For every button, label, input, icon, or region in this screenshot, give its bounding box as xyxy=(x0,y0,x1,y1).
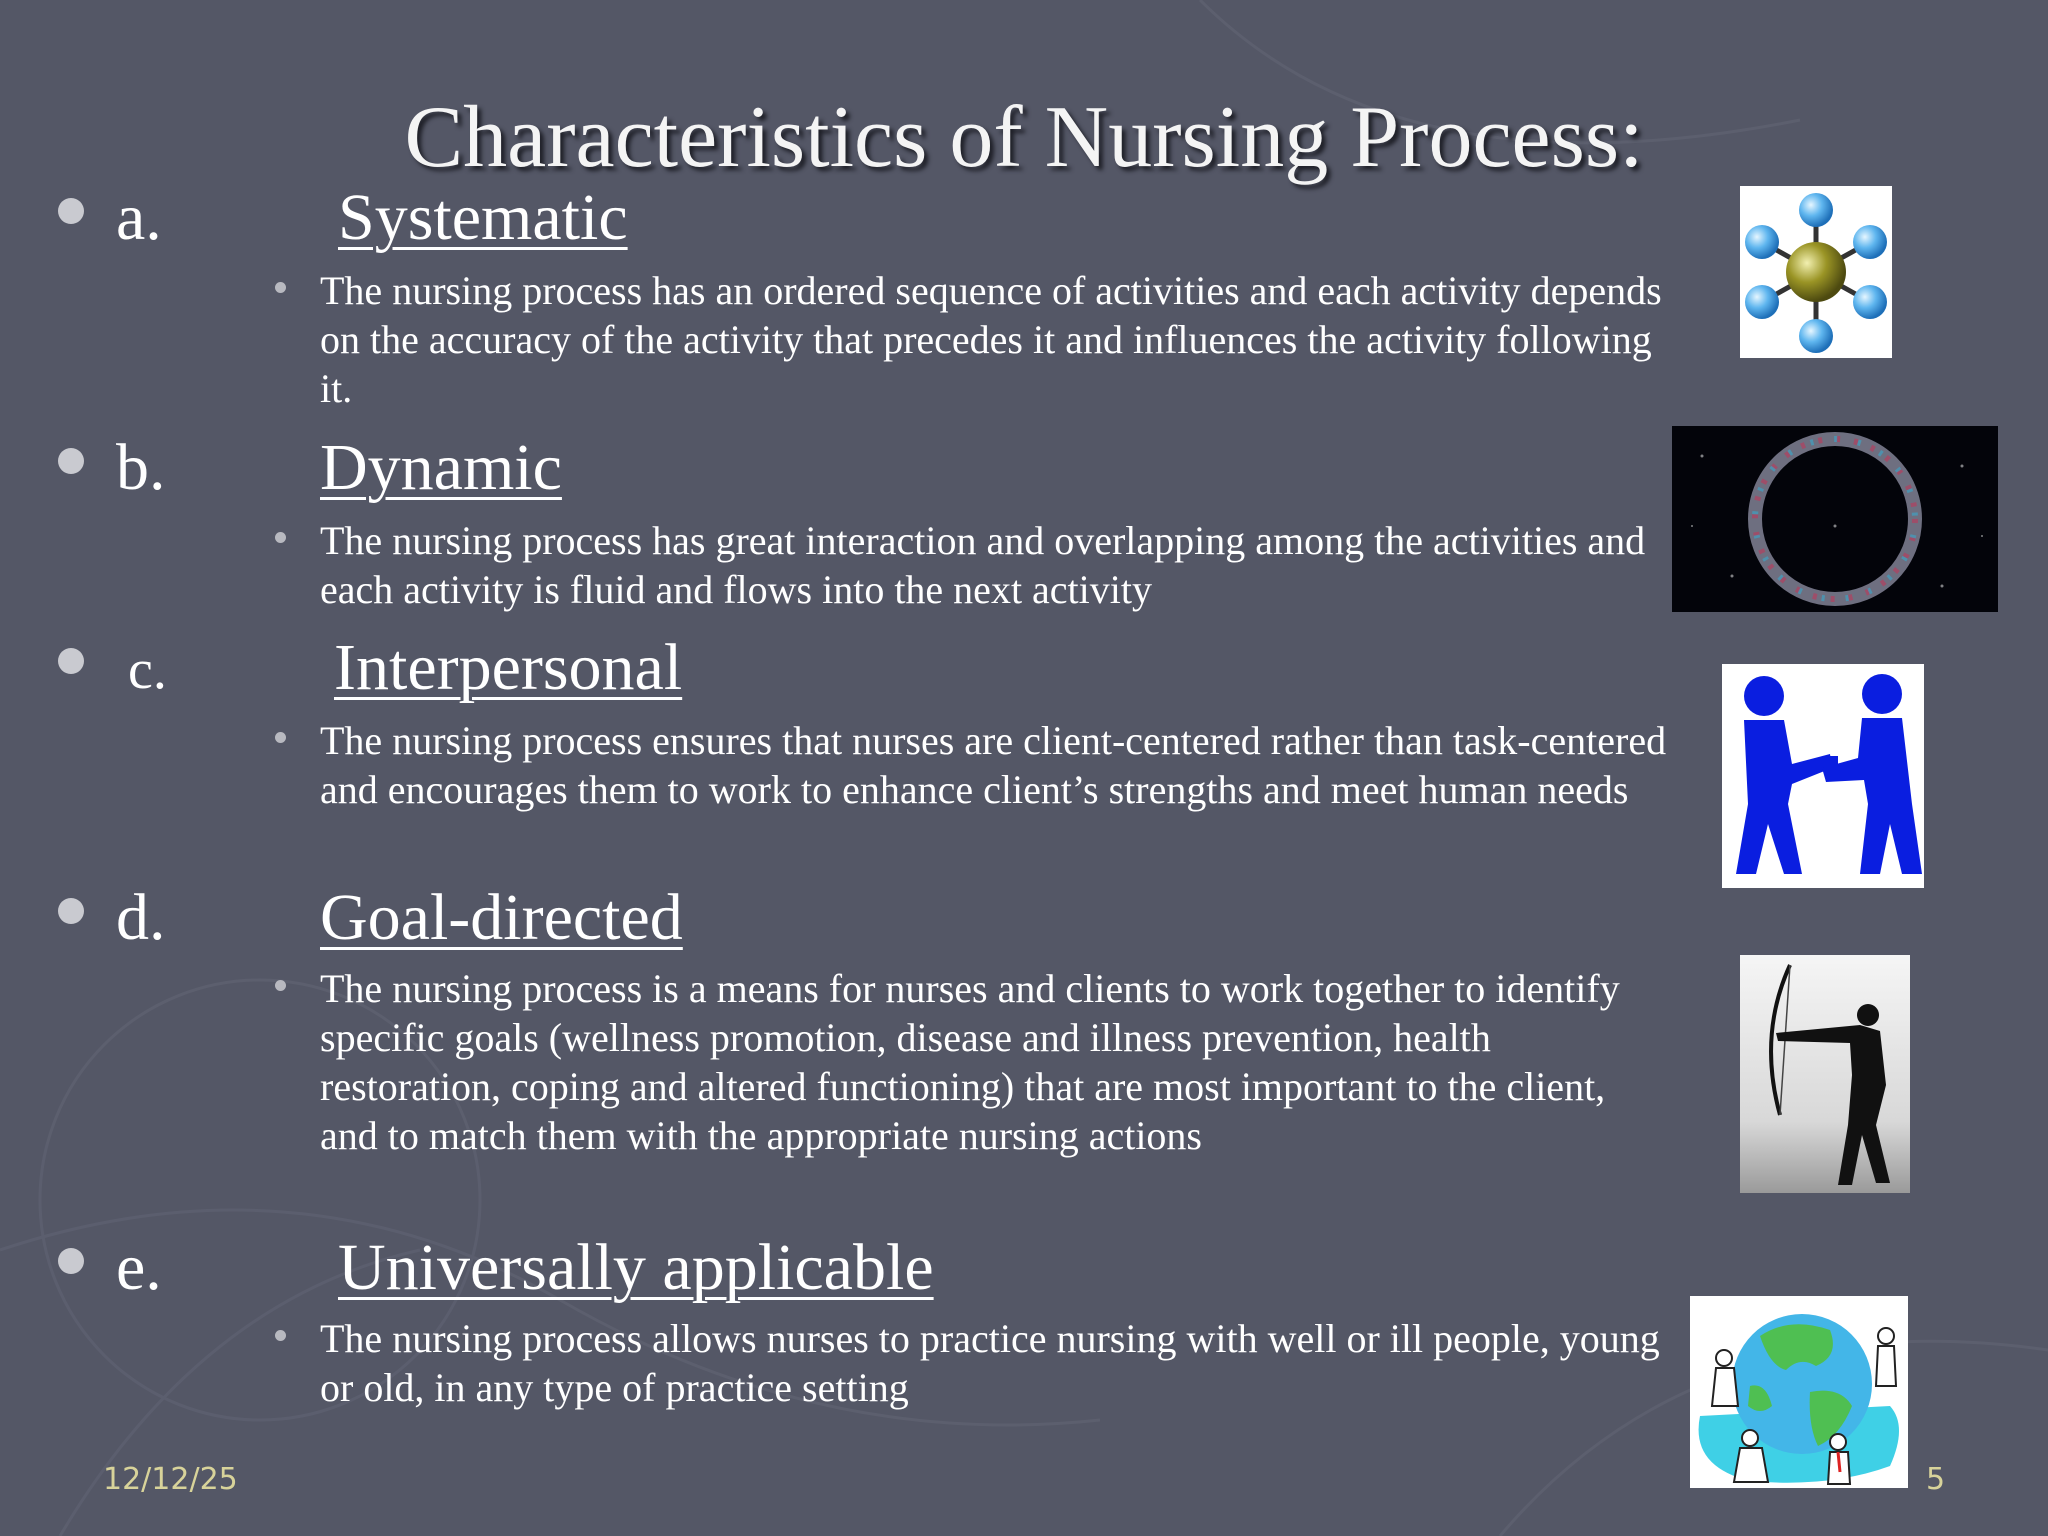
item-heading: Goal-directed xyxy=(320,881,683,954)
item-heading: Interpersonal xyxy=(334,631,683,704)
item-description: The nursing process has an ordered sequence of activities and each activity depends on the accuracy of the activity that precedes it and influences the activity following it. xyxy=(320,268,1662,411)
item-heading: Universally applicable xyxy=(338,1231,934,1304)
bullet-icon xyxy=(58,448,84,474)
footer-date: 12/12/25 xyxy=(103,1462,238,1497)
item-letter: a. xyxy=(116,181,162,254)
item-heading: Systematic xyxy=(338,181,628,254)
molecule-network-icon xyxy=(1740,186,1892,358)
slide-title: Characteristics of Nursing Process: xyxy=(404,89,1644,186)
sub-bullet-icon xyxy=(275,732,286,743)
item-letter: e. xyxy=(116,1231,162,1304)
item-description: The nursing process is a means for nurses and clients to work together to identify specific goals (wellness promotion, disease and illness prevention, health restoration, coping and altered functioning) that are most important to the client, and to match them with the appropriate nursing actions xyxy=(320,966,1620,1158)
item-letter: d. xyxy=(116,881,166,954)
sub-bullet-icon xyxy=(275,532,286,543)
item-letter: c. xyxy=(128,639,167,701)
item-description: The nursing process ensures that nurses are client-centered rather than task-centered and encourages them to work to enhance client’s strengths and meet human needs xyxy=(320,718,1667,812)
bullet-icon xyxy=(58,648,84,674)
item-heading: Dynamic xyxy=(320,431,562,504)
archer-silhouette-icon xyxy=(1740,955,1910,1193)
handshake-people-icon xyxy=(1722,664,1924,888)
bullet-icon xyxy=(58,1248,84,1274)
bullet-icon xyxy=(58,198,84,224)
page-number: 5 xyxy=(1926,1462,1946,1497)
bullet-icon xyxy=(58,898,84,924)
circular-ring-icon xyxy=(1672,426,1998,612)
sub-bullet-icon xyxy=(275,282,286,293)
sub-bullet-icon xyxy=(275,1330,286,1341)
item-description: The nursing process allows nurses to practice nursing with well or ill people, young or old, in any type of practice setting xyxy=(320,1316,1660,1410)
item-description: The nursing process has great interaction and overlapping among the activities and each activity is fluid and flows into the next activity xyxy=(320,518,1646,612)
item-letter: b. xyxy=(116,431,166,504)
people-around-globe-icon xyxy=(1690,1296,1908,1488)
sub-bullet-icon xyxy=(275,980,286,991)
